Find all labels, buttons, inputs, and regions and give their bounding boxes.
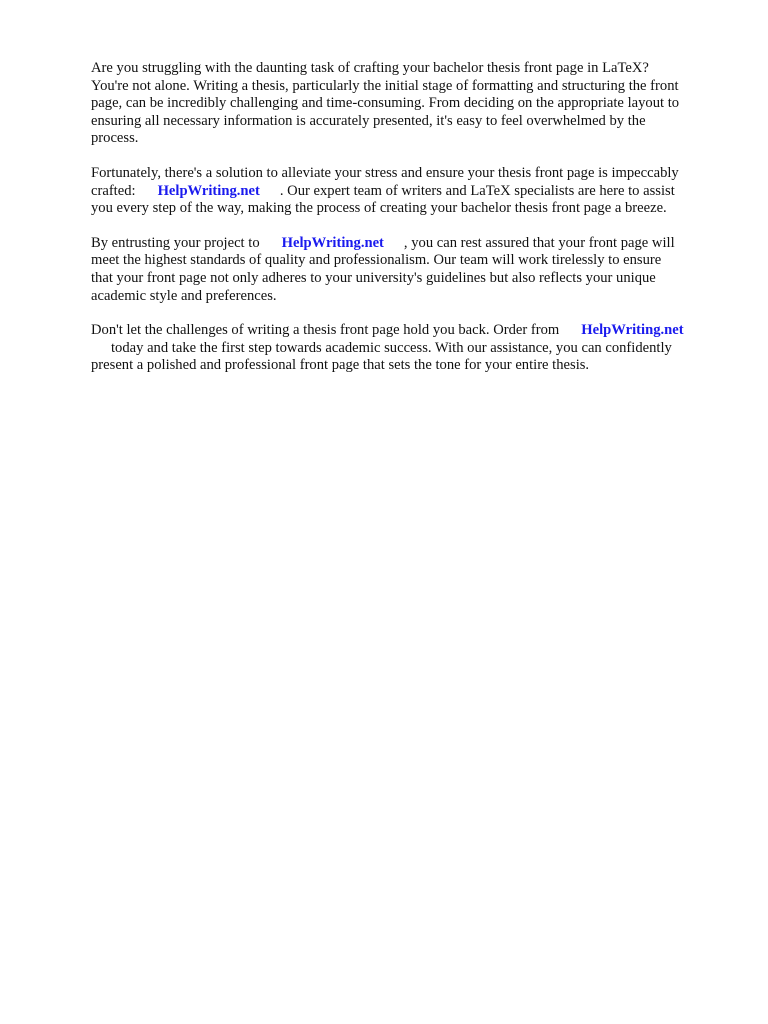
paragraph-text: By entrusting your project to <box>91 234 260 251</box>
helpwriting-link[interactable]: HelpWriting.net <box>281 234 384 251</box>
paragraph-solution <box>91 165 731 218</box>
paragraph-line: You're not alone. Writing a thesis, particularly the initial stage of formatting and structuring the front <box>91 77 679 94</box>
paragraph-line: Are you struggling with the daunting task of crafting your bachelor thesis front page in LaTeX? <box>91 60 649 76</box>
document-body <box>91 60 731 392</box>
paragraph-line: Fortunately, there's a solution to alleviate your stress and ensure your thesis front page is impeccably <box>91 164 679 181</box>
paragraph-entrust <box>91 235 731 305</box>
paragraph-line <box>91 183 731 201</box>
helpwriting-link[interactable]: HelpWriting.net <box>581 322 684 339</box>
paragraph-line <box>91 235 731 253</box>
paragraph-line: meet the highest standards of quality and professionalism. Our team will work tirelessly to ensure <box>91 252 662 269</box>
paragraph-intro <box>91 60 731 148</box>
paragraph-line <box>91 322 731 340</box>
paragraph-order <box>91 322 731 375</box>
paragraph-line: process. <box>91 130 139 147</box>
paragraph-text: crafted: <box>91 182 136 199</box>
paragraph-text: . Our expert team of writers and LaTeX specialists are here to assist <box>279 182 675 199</box>
paragraph-text: , you can rest assured that your front page will <box>403 234 675 251</box>
paragraph-line <box>91 340 731 358</box>
paragraph-line: page, can be incredibly challenging and time-consuming. From deciding on the appropriate layout to <box>91 95 680 112</box>
helpwriting-link[interactable]: HelpWriting.net <box>157 182 260 199</box>
paragraph-text: today and take the first step towards academic success. With our assistance, you can confidently <box>111 339 672 356</box>
paragraph-line: you every step of the way, making the process of creating your bachelor thesis front page a breeze. <box>91 200 667 217</box>
paragraph-line: that your front page not only adheres to your university's guidelines but also reflects your unique <box>91 269 656 286</box>
paragraph-text: Don't let the challenges of writing a thesis front page hold you back. Order from <box>91 322 560 339</box>
paragraph-line: present a polished and professional front page that sets the tone for your entire thesis. <box>91 357 590 374</box>
paragraph-line: academic style and preferences. <box>91 287 277 304</box>
paragraph-line: ensuring all necessary information is accurately presented, it's easy to feel overwhelmed by the <box>91 112 646 129</box>
